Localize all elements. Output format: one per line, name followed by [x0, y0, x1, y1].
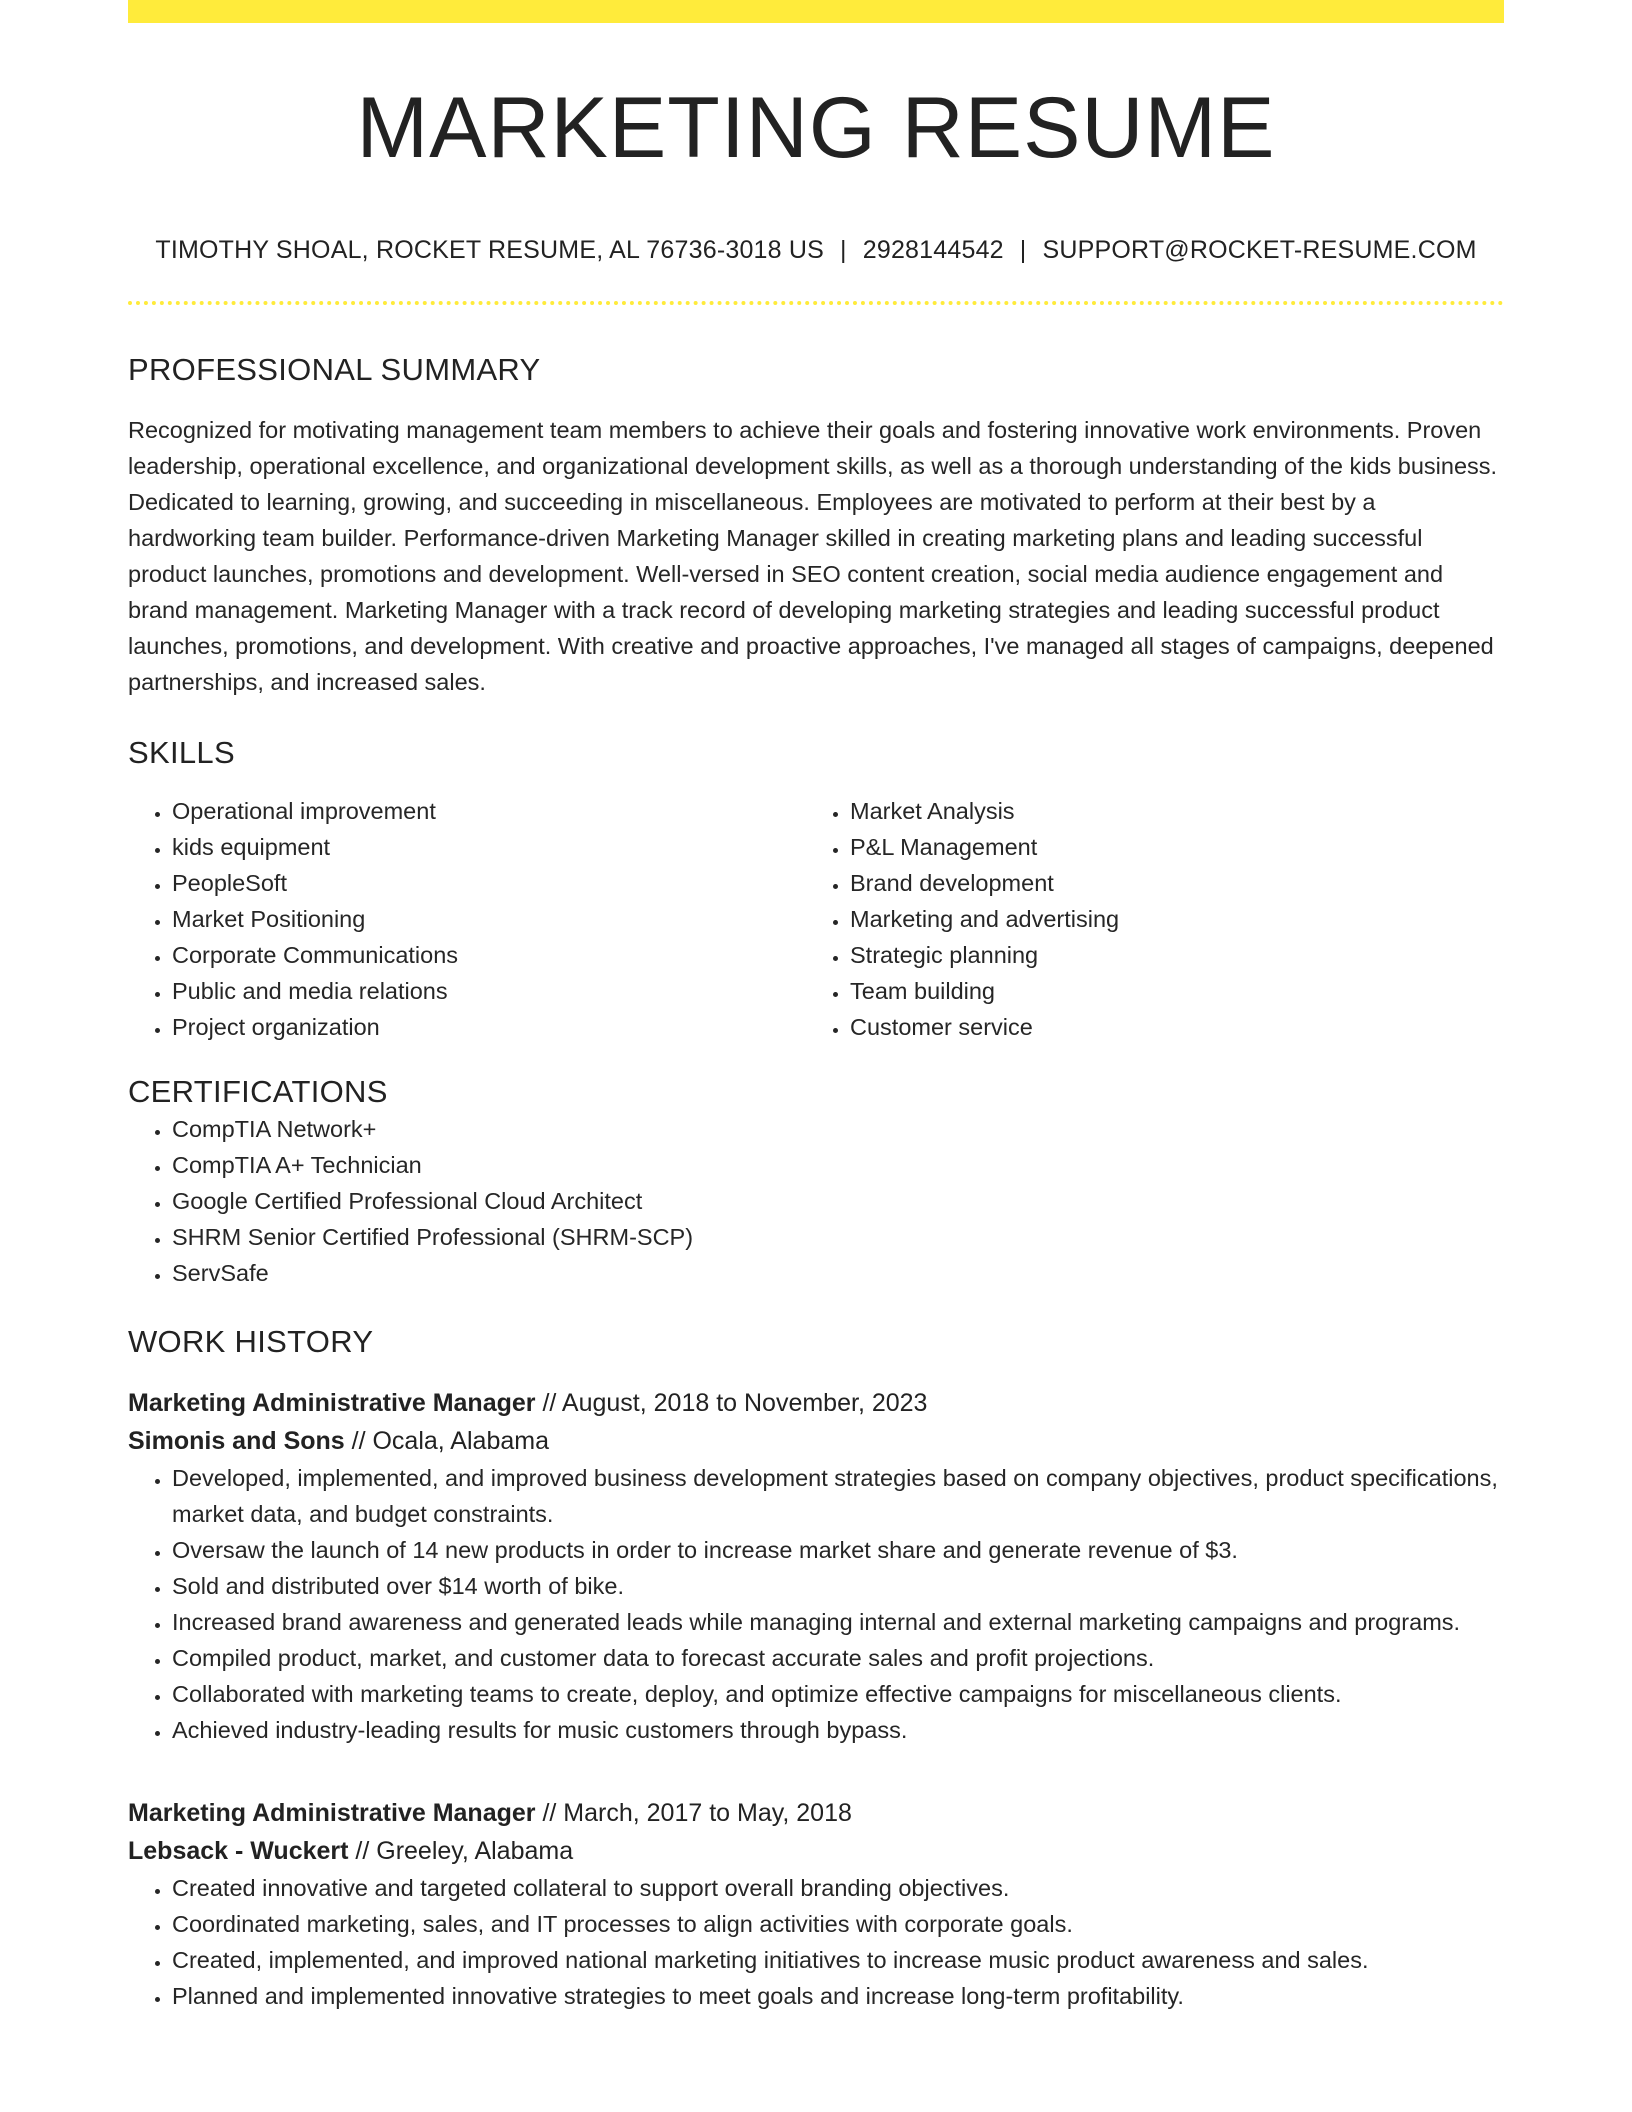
job-bullet: • Collaborated with marketing teams to create, deploy, and optimize effective campaigns for miscellaneous clients.	[172, 1676, 1504, 1712]
certification-item: • SHRM Senior Certified Professional (SHRM-SCP)	[172, 1219, 1504, 1255]
certifications-list	[128, 1111, 1504, 1291]
job-company: Lebsack - Wuckert	[128, 1836, 349, 1865]
contact-phone: 2928144542	[862, 236, 1004, 264]
job-bullet: • Compiled product, market, and customer data to forecast accurate sales and profit projections.	[172, 1640, 1504, 1676]
page-title: MARKETING RESUME	[356, 80, 1276, 176]
job-location: // Ocala, Alabama	[344, 1426, 549, 1455]
job-bullets	[128, 1460, 1504, 1748]
skill-item: • Brand development	[850, 865, 1484, 901]
skill-item: • Strategic planning	[850, 937, 1484, 973]
certification-item: • Google Certified Professional Cloud Architect	[172, 1183, 1504, 1219]
skill-item: • Team building	[850, 973, 1484, 1009]
job-bullets	[128, 1870, 1504, 2014]
job-company-line	[128, 1832, 1504, 1870]
job-bullet: • Created innovative and targeted collateral to support overall branding objectives.	[172, 1870, 1504, 1906]
job-title-line	[128, 1794, 1504, 1832]
contact-email: SUPPORT@ROCKET-RESUME.COM	[1042, 236, 1477, 264]
job-title: Marketing Administrative Manager	[128, 1388, 536, 1417]
job-entry	[128, 1384, 1504, 1748]
summary-text: Recognized for motivating management team members to achieve their goals and fostering innovative work environments. Proven leadership, operational excellence, and organizational development skills, as well as a thorough understanding of the kids business. Dedicated to learning, growing, and succeeding in miscellaneous. Employees are motivated to perform at their best by a hardworking team builder. Performance-driven Marketing Manager skilled in creating marketing plans and leading successful product launches, promotions and development. Well-versed in SEO content creation, social media audience engagement and brand management. Marketing Manager with a track record of developing marketing strategies and leading successful product launches, promotions, and development. With creative and proactive approaches, I've managed all stages of campaigns, deepened partnerships, and increased sales.	[128, 417, 1498, 696]
dotted-divider	[128, 301, 1504, 305]
skill-item: • Public and media relations	[172, 973, 806, 1009]
job-bullet: • Increased brand awareness and generated leads while managing internal and external marketing campaigns and programs.	[172, 1604, 1504, 1640]
certification-item: • CompTIA A+ Technician	[172, 1147, 1504, 1183]
contact-separator: |	[840, 236, 847, 264]
skills-heading: SKILLS	[128, 735, 235, 771]
resume-page	[128, 0, 1504, 2014]
job-bullet: • Achieved industry-leading results for music customers through bypass.	[172, 1712, 1504, 1748]
contact-address: TIMOTHY SHOAL, ROCKET RESUME, AL 76736-3018 US	[155, 236, 825, 264]
skill-item: • PeopleSoft	[172, 865, 806, 901]
contact-separator: |	[1019, 236, 1027, 264]
job-company: Simonis and Sons	[128, 1426, 345, 1455]
skill-item: • Customer service	[850, 1009, 1484, 1045]
job-dates: // August, 2018 to November, 2023	[535, 1388, 928, 1417]
summary-heading: PROFESSIONAL SUMMARY	[128, 352, 541, 387]
job-title: Marketing Administrative Manager	[128, 1798, 536, 1827]
certification-item: • CompTIA Network+	[172, 1111, 1504, 1147]
contact-line	[128, 235, 1504, 265]
job-bullet: • Created, implemented, and improved national marketing initiatives to increase music product awareness and sales.	[172, 1942, 1504, 1978]
skills-column-left	[128, 793, 806, 1045]
certifications-heading: CERTIFICATIONS	[128, 1074, 388, 1110]
job-location: // Greeley, Alabama	[348, 1836, 574, 1865]
job-entry	[128, 1794, 1504, 2014]
skills-list-left	[128, 793, 806, 1045]
job-bullet: • Coordinated marketing, sales, and IT processes to align activities with corporate goals.	[172, 1906, 1504, 1942]
skills-column-right	[806, 793, 1484, 1045]
job-bullet: • Planned and implemented innovative strategies to meet goals and increase long-term profitability.	[172, 1978, 1504, 2014]
skill-item: • Market Positioning	[172, 901, 806, 937]
skill-item: • kids equipment	[172, 829, 806, 865]
job-dates: // March, 2017 to May, 2018	[535, 1798, 852, 1827]
skill-item: • P&L Management	[850, 829, 1484, 865]
job-bullet: • Developed, implemented, and improved business development strategies based on company objectives, product specifications, market data, and budget constraints.	[172, 1460, 1504, 1532]
accent-top-bar	[128, 0, 1504, 23]
work-history-heading: WORK HISTORY	[128, 1323, 374, 1359]
job-bullet: • Oversaw the launch of 14 new products in order to increase market share and generate revenue of $3.	[172, 1532, 1504, 1568]
skill-item: • Market Analysis	[850, 793, 1484, 829]
skills-list-right	[806, 793, 1484, 1045]
skills-grid	[128, 793, 1504, 1045]
job-title-line	[128, 1384, 1504, 1422]
skill-item: • Operational improvement	[172, 793, 806, 829]
job-company-line	[128, 1422, 1504, 1460]
skill-item: • Marketing and advertising	[850, 901, 1484, 937]
certification-item: • ServSafe	[172, 1255, 1504, 1291]
skill-item: • Corporate Communications	[172, 937, 806, 973]
job-bullet: • Sold and distributed over $14 worth of bike.	[172, 1568, 1504, 1604]
skill-item: • Project organization	[172, 1009, 806, 1045]
